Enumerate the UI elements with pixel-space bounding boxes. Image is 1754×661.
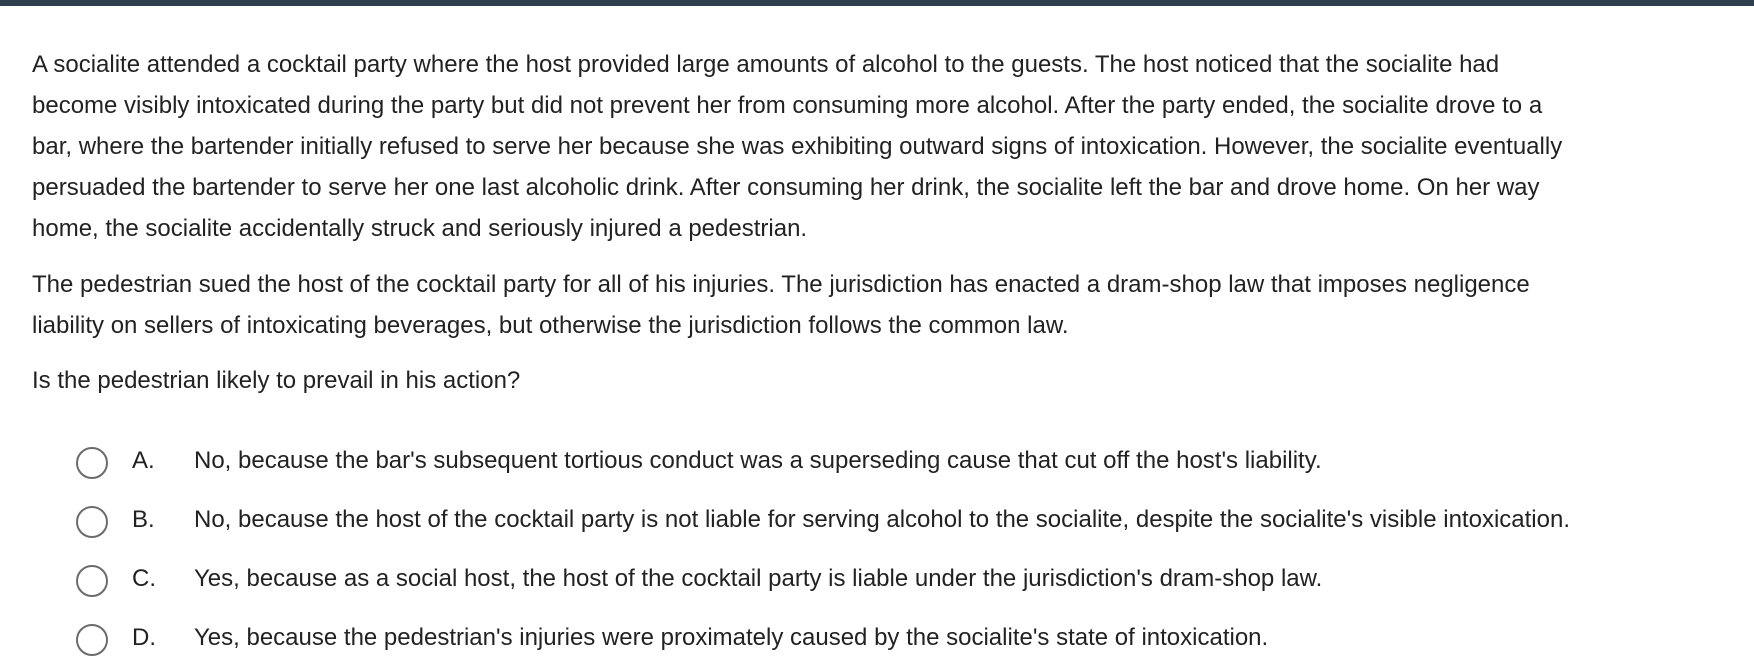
stem-line: persuaded the bartender to serve her one last alcoholic drink. After consuming her drink, the socialite left the bar and drove home. On her way <box>32 174 1540 201</box>
stem-line: liability on sellers of intoxicating beverages, but otherwise the jurisdiction follows the common law. <box>32 312 1069 339</box>
question-stem <box>32 44 1732 401</box>
answer-choices <box>76 433 1726 661</box>
radio-button-d[interactable] <box>76 624 108 656</box>
radio-button-c[interactable] <box>76 565 108 597</box>
choice-text[interactable]: No, because the bar's subsequent tortious conduct was a superseding cause that cut off the host's liability. <box>194 447 1322 474</box>
answer-choice-d[interactable] <box>76 610 1726 661</box>
radio-button-a[interactable] <box>76 447 108 479</box>
stem-line: become visibly intoxicated during the party but did not prevent her from consuming more alcohol. After the party ended, the socialite drove to a <box>32 92 1543 119</box>
choice-text[interactable]: No, because the host of the cocktail party is not liable for serving alcohol to the socialite, despite the socialite's visible intoxication. <box>194 506 1570 533</box>
stem-paragraph-facts <box>32 44 1732 249</box>
radio-button-b[interactable] <box>76 506 108 538</box>
answer-choice-c[interactable] <box>76 551 1726 610</box>
stem-line: The pedestrian sued the host of the cocktail party for all of his injuries. The jurisdiction has enacted a dram-shop law that imposes negligence <box>32 271 1530 298</box>
question-prompt: Is the pedestrian likely to prevail in his action? <box>32 367 521 394</box>
choice-letter: C. <box>132 565 156 592</box>
stem-line: home, the socialite accidentally struck and seriously injured a pedestrian. <box>32 215 808 242</box>
stem-paragraph-lawsuit <box>32 264 1732 346</box>
choice-letter: D. <box>132 624 156 651</box>
stem-line: bar, where the bartender initially refused to serve her because she was exhibiting outward signs of intoxication. However, the socialite eventually <box>32 133 1563 160</box>
choice-letter: A. <box>132 447 155 474</box>
choice-text[interactable]: Yes, because the pedestrian's injuries were proximately caused by the socialite's state of intoxication. <box>194 624 1269 651</box>
stem-line: A socialite attended a cocktail party where the host provided large amounts of alcohol to the guests. The host noticed that the socialite had <box>32 51 1500 78</box>
choice-text[interactable]: Yes, because as a social host, the host of the cocktail party is liable under the jurisdiction's dram-shop law. <box>194 565 1323 592</box>
answer-choice-a[interactable] <box>76 433 1726 492</box>
top-header-bar <box>0 0 1754 6</box>
answer-choice-b[interactable] <box>76 492 1726 551</box>
choice-letter: B. <box>132 506 155 533</box>
